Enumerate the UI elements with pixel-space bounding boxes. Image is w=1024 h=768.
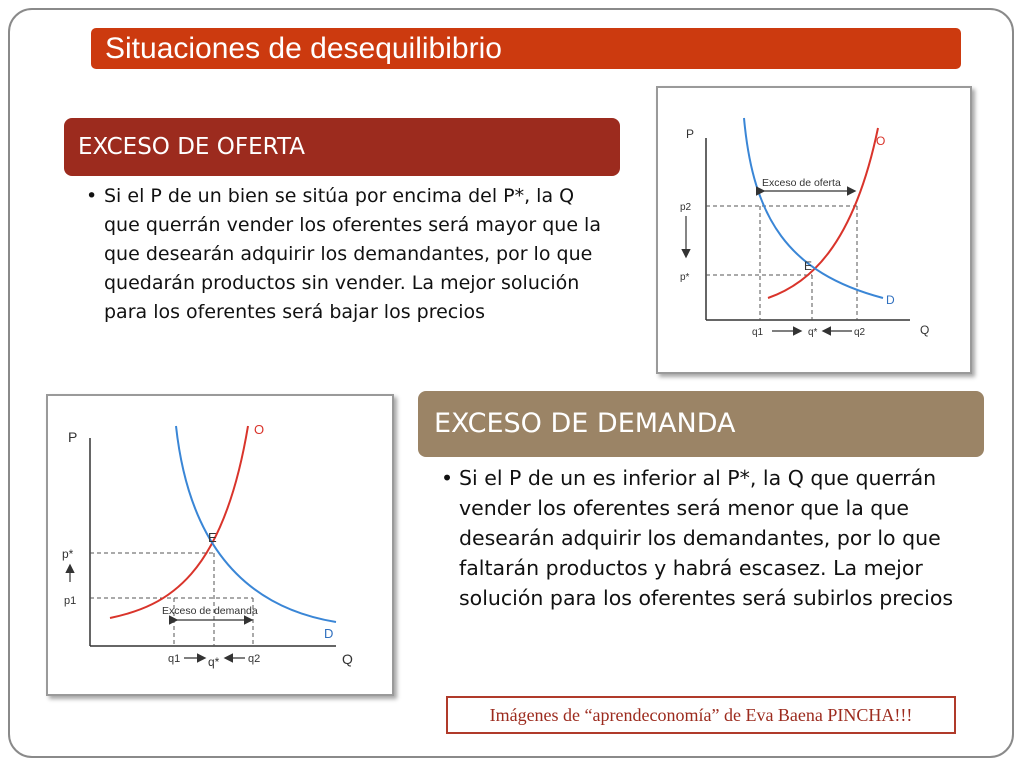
- equilibrium-label: E: [208, 530, 217, 545]
- q2-label: q2: [248, 653, 261, 665]
- exceso-demanda-graph: [46, 394, 394, 696]
- exceso-demanda-text: Si el P de un es inferior al P*, la Q que querrán vender los oferentes será menor que la que desearán adquirir los demandantes, por lo que faltarán productos y habrá escasez. La mejor solución para los oferentes será subirlos precios: [459, 466, 954, 610]
- exceso-oferta-text: Si el P de un bien se sitúa por encima del P*, la Q que querrán vender los oferentes será mayor que la que desearán adquirir los demandantes, por lo que quedarán productos sin vender. La mejor solución para los oferentes será bajar los precios: [104, 185, 601, 323]
- exceso-oferta-list: [86, 182, 604, 327]
- p-axis-label: P: [68, 429, 78, 445]
- exceso-oferta-item: [86, 182, 604, 327]
- q-axis-label: Q: [342, 651, 353, 667]
- p2-label: p2: [680, 202, 692, 213]
- exceso-oferta-graph: [656, 86, 972, 374]
- q2-label: q2: [854, 327, 866, 338]
- exceso-demanda-svg: [48, 396, 392, 694]
- pstar-label: p*: [680, 272, 690, 283]
- p1-label: p1: [64, 595, 77, 607]
- demand-label: D: [886, 293, 895, 307]
- demand-curve: [176, 426, 336, 622]
- slide-title: Situaciones de desequilibibrio: [91, 28, 961, 69]
- exceso-oferta-svg: [658, 88, 970, 372]
- equilibrium-label: E: [804, 259, 813, 273]
- q-axis-label: Q: [920, 323, 930, 337]
- p-axis-label: P: [686, 127, 695, 141]
- supply-label: O: [876, 134, 886, 148]
- excess-annotation: Exceso de demanda: [162, 605, 258, 617]
- bullet-icon: •: [441, 466, 454, 490]
- exceso-demanda-header: EXCESO DE DEMANDA: [418, 391, 984, 457]
- exceso-demanda-list: [441, 463, 979, 613]
- excess-annotation: Exceso de oferta: [762, 177, 841, 189]
- credit-link[interactable]: Imágenes de “aprendeconomía” de Eva Baena PINCHA!!!: [446, 696, 956, 734]
- q1-label: q1: [168, 653, 181, 665]
- q1-label: q1: [752, 327, 764, 338]
- supply-curve: [110, 426, 248, 618]
- qstar-label: q*: [808, 327, 818, 338]
- qstar-label: q*: [208, 655, 220, 669]
- demand-label: D: [324, 626, 334, 641]
- exceso-demanda-item: [441, 463, 979, 613]
- pstar-label: p*: [62, 547, 74, 561]
- supply-label: O: [254, 422, 265, 437]
- exceso-oferta-header: EXCESO DE OFERTA: [64, 118, 620, 176]
- bullet-icon: •: [86, 185, 98, 207]
